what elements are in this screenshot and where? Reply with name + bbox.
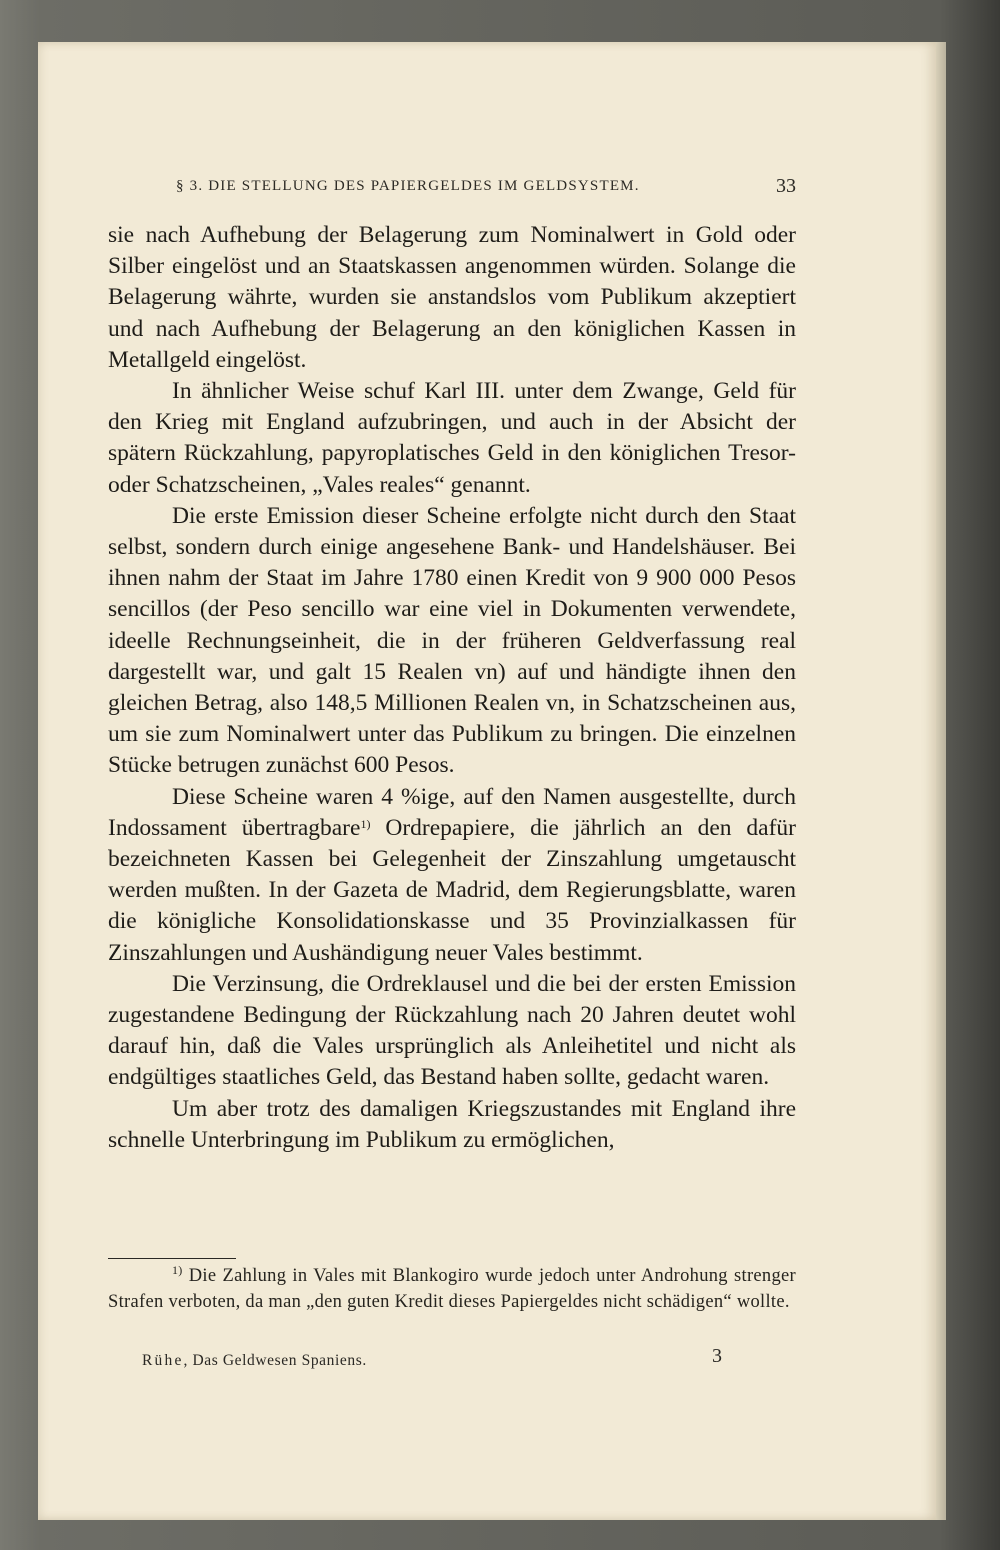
signature-author: Rühe: [142, 1352, 184, 1369]
paragraph-5: Die Verzinsung, die Ordreklausel und die bei der ersten Emission zugestandene Bedingung der Rückzahlung nach 20 Jahren deutet wohl darauf hin, daß die Vales ursprünglich als Anleihetitel und nicht als endgültiges staatliches Geld, das Bestand haben sollte, gedacht waren.: [108, 970, 796, 1091]
signature-line: [142, 1352, 367, 1370]
paragraph-3: Die erste Emission dieser Scheine erfolgte nicht durch den Staat selbst, sondern durch einige angesehene Bank- und Handelshäuser. Bei ihnen nahm der Staat im Jahre 1780 einen Kredit von 9 900 000 Pesos sencillos (der Peso sencillo war eine viel in Dokumenten verwendete, ideelle Rechnungseinheit, die in der früheren Geldverfassung real dargestellt war, und galt 15 Realen vn) auf und händigte ihnen den gleichen Betrag, also 148,5 Millionen Realen vn, in Schatzscheinen aus, um sie zum Nominalwert unter das Publikum zu bringen. Die einzelnen Stücke betrugen zunächst 600 Pesos.: [108, 502, 796, 779]
paragraph-2: In ähnlicher Weise schuf Karl III. unter dem Zwange, Geld für den Krieg mit England aufzubringen, und auch in der Absicht der spätern Rückzahlung, papyroplatisches Geld in den königlichen Tresor- oder Schatzscheinen, „Vales reales“ genannt.: [108, 378, 796, 498]
paragraph-6: Um aber trotz des damaligen Kriegszustandes mit England ihre schnelle Unterbringung im Publikum zu ermöglichen,: [108, 1095, 796, 1153]
body-text: [108, 220, 796, 1156]
footnote-rule: [108, 1258, 236, 1259]
footnotes: [108, 1264, 796, 1315]
running-head-title: § 3. DIE STELLUNG DES PAPIERGELDES IM GELDSYSTEM.: [176, 178, 640, 194]
footnote-1: [108, 1264, 796, 1315]
paragraph-4: [108, 782, 796, 969]
page-edge: [936, 42, 946, 1520]
running-head: [176, 175, 796, 200]
paragraph-1: sie nach Aufhebung der Belagerung zum Nominalwert in Gold oder Silber eingelöst und an Staatskassen angenommen würden. Solange die Belagerung währte, wurden sie anstandslos vom Publikum akzeptiert und nach Aufhebung der Belagerung an den königlichen Kassen in Metallgeld eingelöst.: [108, 222, 796, 373]
page-number: 33: [776, 175, 796, 197]
footnote-marker: 1): [172, 1263, 183, 1277]
signature-title: , Das Geldwesen Spaniens.: [183, 1352, 367, 1369]
paragraph-4-text-b: Ordrepapiere, die jährlich an den dafür bezeichneten Kassen bei Gelegenheit der Zinszahlung umgetauscht werden mußten. In der Gazeta de Madrid, dem Regierungsblatte, waren die königliche Konsolidationskasse und 35 Provinzialkassen für Zinszahlungen und Aushändigung neuer Vales bestimmt.: [108, 814, 797, 966]
paragraph-4-text-a: Diese Scheine waren 4 %ige, auf den Namen ausgestellte, durch Indossament übertragbare: [108, 783, 796, 841]
footnote-reference: 1): [360, 816, 371, 831]
footnote-text: Die Zahlung in Vales mit Blankogiro wurde jedoch unter Androhung strenger Strafen verboten, da man „den guten Kredit dieses Papiergeldes nicht schädigen“ wollte.: [108, 1266, 796, 1312]
sheet-number: 3: [712, 1345, 722, 1367]
